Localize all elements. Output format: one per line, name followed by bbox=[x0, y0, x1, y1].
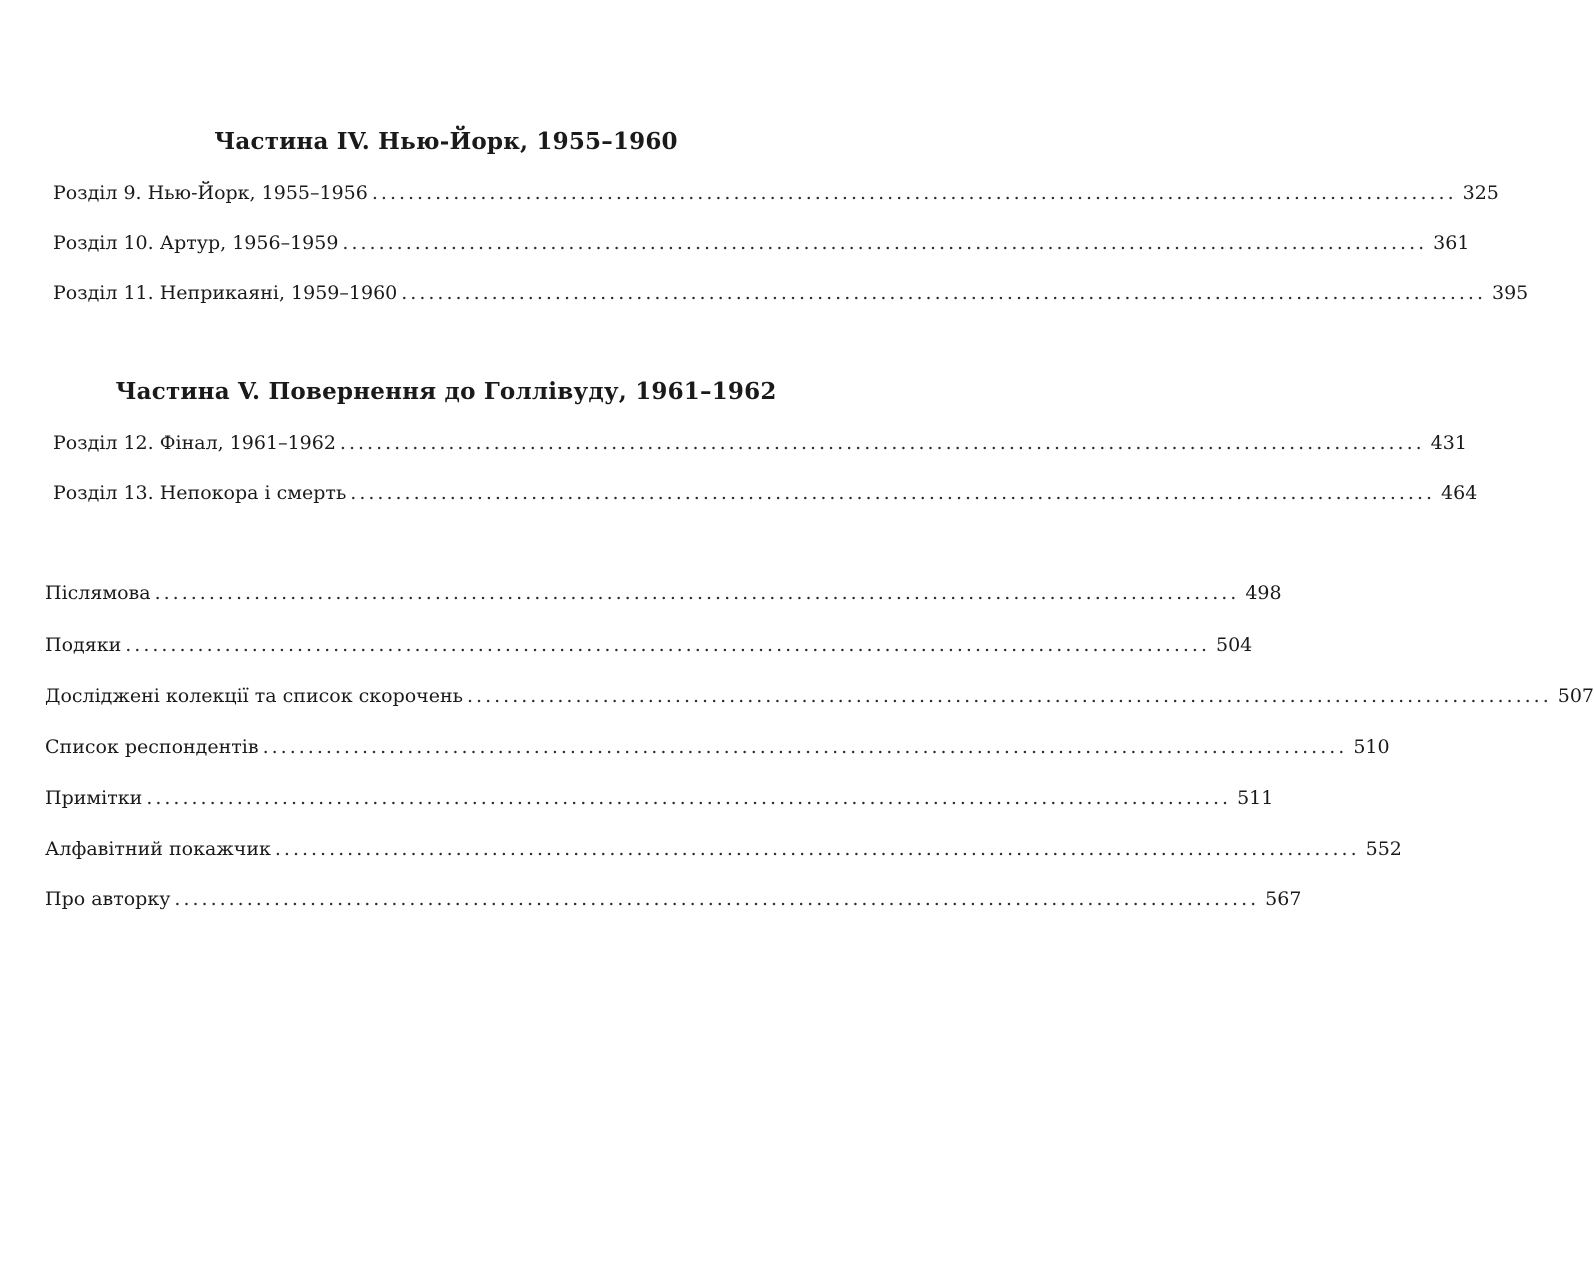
entry-label: Алфавітний покажчик bbox=[45, 838, 271, 860]
toc-entry-chapter-10[interactable] bbox=[53, 232, 1470, 262]
leader-dots: ........................................................................................................................ bbox=[154, 582, 1240, 604]
part-4-heading: Частина IV. Нью-Йорк, 1955–1960 bbox=[214, 128, 678, 155]
page-number: 431 bbox=[1430, 432, 1467, 454]
page-number: 361 bbox=[1433, 232, 1470, 254]
leader-dots: ........................................................................................................................ bbox=[146, 787, 1232, 809]
page-number: 552 bbox=[1365, 838, 1402, 860]
page-number: 507 bbox=[1557, 685, 1594, 707]
toc-entry-respondents[interactable] bbox=[45, 736, 1390, 766]
leader-dots: ........................................................................................................................ bbox=[350, 482, 1436, 504]
entry-label: Примітки bbox=[45, 787, 143, 809]
leader-dots: ........................................................................................................................ bbox=[274, 838, 1360, 860]
toc-entry-chapter-9[interactable] bbox=[53, 182, 1499, 212]
page-number: 510 bbox=[1353, 736, 1390, 758]
entry-label: Розділ 10. Артур, 1956–1959 bbox=[53, 232, 339, 254]
leader-dots: ........................................................................................................................ bbox=[262, 736, 1348, 758]
leader-dots: ........................................................................................................................ bbox=[467, 685, 1552, 707]
toc-entry-chapter-12[interactable] bbox=[53, 432, 1467, 462]
entry-label: Розділ 12. Фінал, 1961–1962 bbox=[53, 432, 336, 454]
page-number: 498 bbox=[1245, 582, 1282, 604]
toc-entry-acknowledgements[interactable] bbox=[45, 634, 1253, 664]
leader-dots: ........................................................................................................................ bbox=[401, 282, 1486, 304]
leader-dots: ........................................................................................................................ bbox=[125, 634, 1210, 656]
entry-label: Розділ 11. Неприкаяні, 1959–1960 bbox=[53, 282, 398, 304]
toc-entry-about-author[interactable] bbox=[45, 888, 1302, 918]
entry-label: Розділ 9. Нью-Йорк, 1955–1956 bbox=[53, 182, 368, 204]
toc-entry-chapter-11[interactable] bbox=[53, 282, 1529, 312]
page-number: 511 bbox=[1237, 787, 1274, 809]
entry-label: Післямова bbox=[45, 582, 151, 604]
toc-entry-collections[interactable] bbox=[45, 685, 1594, 715]
entry-label: Подяки bbox=[45, 634, 122, 656]
toc-entry-index[interactable] bbox=[45, 838, 1402, 868]
entry-label: Досліджені колекції та список скорочень bbox=[45, 685, 463, 707]
page-number: 504 bbox=[1215, 634, 1253, 656]
leader-dots: ........................................................................................................................ bbox=[339, 432, 1425, 454]
page-number: 325 bbox=[1462, 182, 1499, 204]
toc-entry-notes[interactable] bbox=[45, 787, 1274, 817]
toc-entry-chapter-13[interactable] bbox=[53, 482, 1478, 512]
page-number: 395 bbox=[1492, 282, 1529, 304]
part-5-heading: Частина V. Повернення до Голлівуду, 1961–1962 bbox=[115, 378, 777, 405]
page-number: 464 bbox=[1441, 482, 1478, 504]
entry-label: Про авторку bbox=[45, 888, 171, 910]
leader-dots: ........................................................................................................................ bbox=[371, 182, 1457, 204]
page-number: 567 bbox=[1265, 888, 1302, 910]
leader-dots: ........................................................................................................................ bbox=[174, 888, 1260, 910]
entry-label: Список респондентів bbox=[45, 736, 259, 758]
leader-dots: ........................................................................................................................ bbox=[342, 232, 1428, 254]
entry-label: Розділ 13. Непокора і смерть bbox=[53, 482, 347, 504]
toc-entry-afterword[interactable] bbox=[45, 582, 1282, 612]
